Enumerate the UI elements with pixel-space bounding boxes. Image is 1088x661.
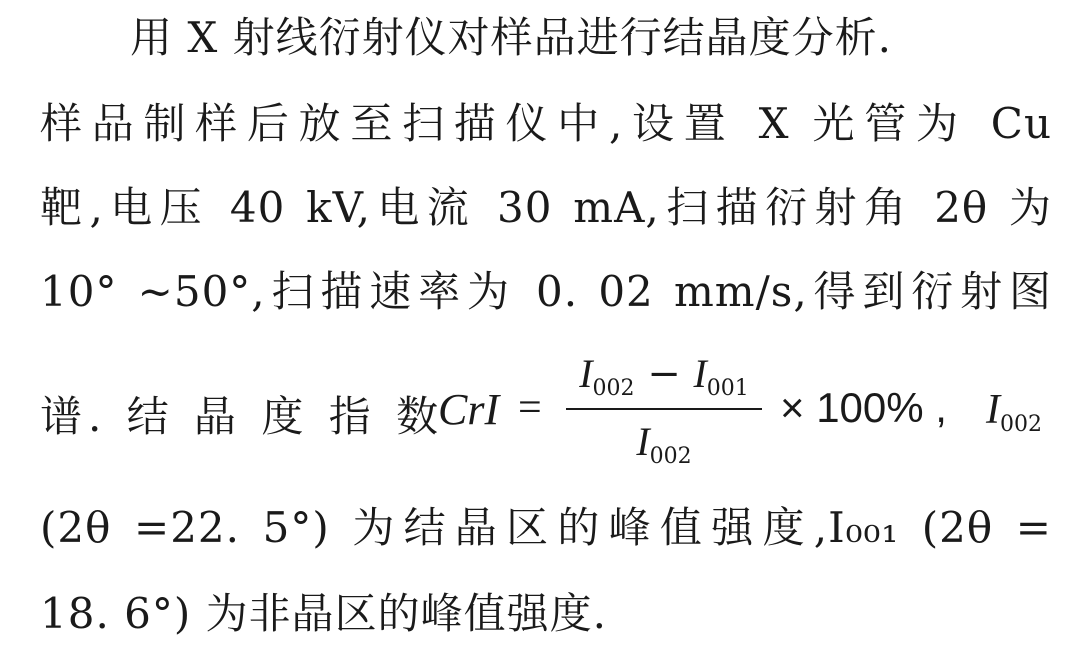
fraction-numerator: $I_{002} - I_{001}$ bbox=[579, 351, 749, 401]
fraction-bar bbox=[566, 408, 762, 410]
formula-times-100-percent: × 100% , bbox=[780, 384, 947, 431]
paragraph-line-2: 样品制样后放至扫描仪中,设置 X 光管为 Cu bbox=[40, 99, 1052, 148]
formula-equals: = bbox=[518, 385, 542, 431]
paragraph-line-1: 用 X 射线衍射仪对样品进行结晶度分析. bbox=[130, 13, 892, 62]
fraction-denominator: $I_{002}$ bbox=[636, 419, 692, 469]
paragraph-line-3: 靶,电压 40 kV,电流 30 mA,扫描衍射角 2θ 为 bbox=[40, 183, 1052, 232]
paragraph-line-7: 18. 6°) 为非晶区的峰值强度. bbox=[40, 589, 607, 638]
paragraph-line-4: 10° ~50°,扫描速率为 0. 02 mm/s,得到衍射图 bbox=[40, 267, 1052, 316]
formula-trailing-variable: $I_{002}$ bbox=[986, 387, 1042, 437]
formula-lead-text: 谱. 结 晶 度 指 数 bbox=[40, 392, 445, 441]
formula-fraction bbox=[566, 350, 762, 470]
crystallinity-formula-line bbox=[40, 350, 1052, 470]
paragraph-line-6: (2θ =22. 5°) 为结晶区的峰值强度,I₀₀₁ (2θ = bbox=[40, 503, 1052, 552]
formula-lhs: CrI bbox=[438, 385, 500, 434]
